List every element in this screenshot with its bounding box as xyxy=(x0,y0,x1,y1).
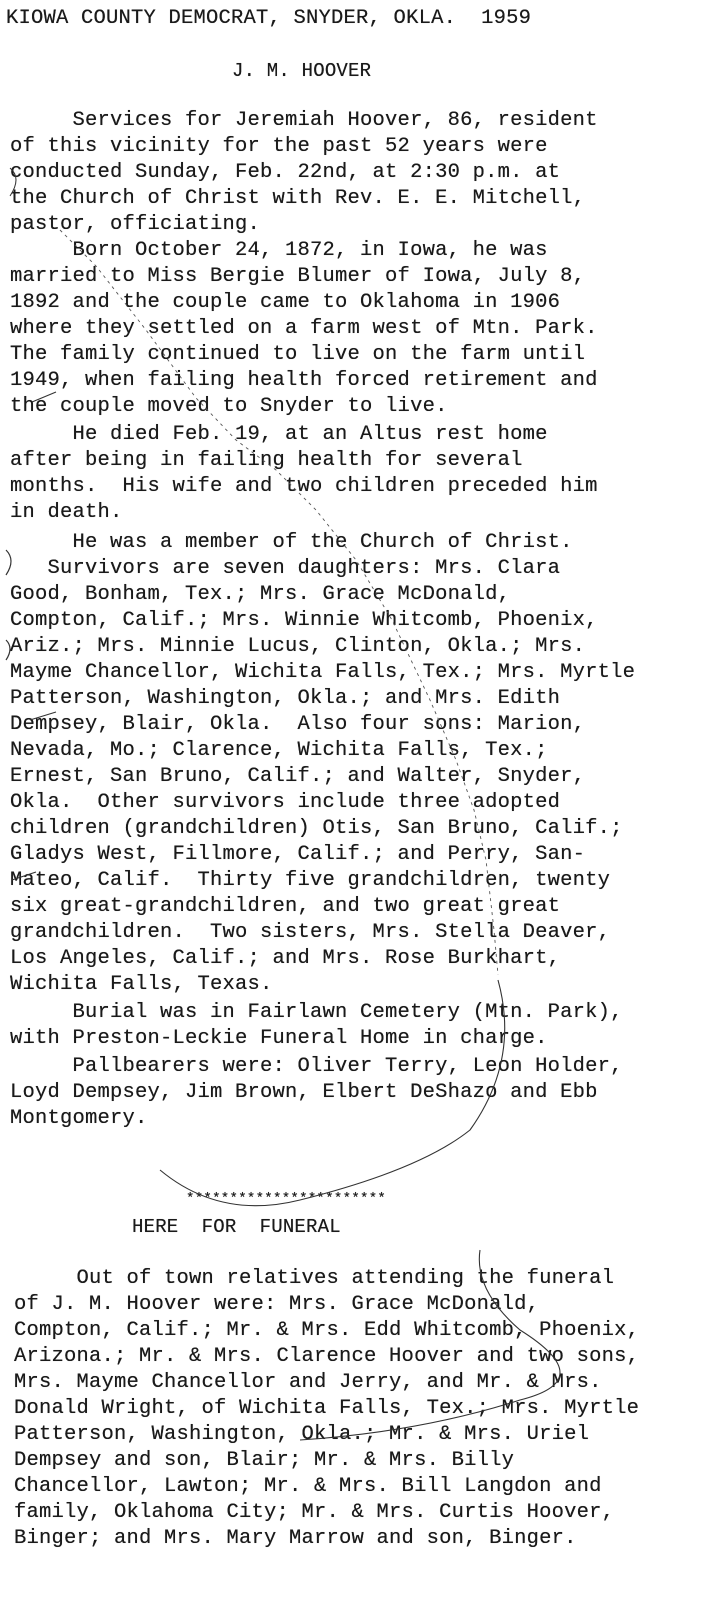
text-line: Mrs. Mayme Chancellor and Jerry, and Mr. & Mrs. xyxy=(14,1371,602,1394)
text-line: He died Feb. 19, at an Altus rest home xyxy=(10,423,548,446)
text-line: 1949, when failing health forced retirement and xyxy=(10,369,598,392)
text-line: months. His wife and two children preceded him xyxy=(10,475,598,498)
text-line: Chancellor, Lawton; Mr. & Mrs. Bill Langdon and xyxy=(14,1475,602,1498)
text-line: Services for Jeremiah Hoover, 86, resident xyxy=(10,109,598,132)
text-line: Wichita Falls, Texas. xyxy=(10,973,273,996)
text-line: He was a member of the Church of Christ. xyxy=(10,531,573,554)
text-line: the couple moved to Snyder to live. xyxy=(10,395,448,418)
text-line: Montgomery. xyxy=(10,1107,148,1130)
text-line: of this vicinity for the past 52 years were xyxy=(10,135,548,158)
obituary-title: J. M. HOOVER xyxy=(232,60,372,82)
text-line: Mayme Chancellor, Wichita Falls, Tex.; Mrs. Myrtle xyxy=(10,661,636,684)
text-line: Dempsey, Blair, Okla. Also four sons: Marion, xyxy=(10,713,586,736)
text-line: pastor, officiating. xyxy=(10,213,261,236)
text-line: in death. xyxy=(10,501,123,524)
text-line: Mateo, Calif. Thirty five grandchildren, twenty xyxy=(10,869,611,892)
masthead: KIOWA COUNTY DEMOCRAT, SNYDER, OKLA. 1959 xyxy=(6,7,532,30)
text-line: with Preston-Leckie Funeral Home in charge. xyxy=(10,1027,548,1050)
text-line: Ariz.; Mrs. Minnie Lucus, Clinton, Okla.; Mrs. xyxy=(10,635,586,658)
text-line: conducted Sunday, Feb. 22nd, at 2:30 p.m. at xyxy=(10,161,561,184)
text-line: grandchildren. Two sisters, Mrs. Stella Deaver, xyxy=(10,921,611,944)
text-line: where they settled on a farm west of Mtn. Park. xyxy=(10,317,598,340)
text-line: Nevada, Mo.; Clarence, Wichita Falls, Tex.; xyxy=(10,739,548,762)
text-line: Pallbearers were: Oliver Terry, Leon Holder, xyxy=(10,1055,623,1078)
text-line: Patterson, Washington, Okla.; and Mrs. Edith xyxy=(10,687,561,710)
section-divider: *********************** xyxy=(186,1191,387,1207)
text-line: Survivors are seven daughters: Mrs. Clara xyxy=(10,557,561,580)
text-line: Ernest, San Bruno, Calif.; and Walter, Snyder, xyxy=(10,765,586,788)
text-line: six great-grandchildren, and two great great xyxy=(10,895,561,918)
text-line: Good, Bonham, Tex.; Mrs. Grace McDonald, xyxy=(10,583,511,606)
text-line: Donald Wright, of Wichita Falls, Tex.; Mrs. Myrtle xyxy=(14,1397,640,1420)
text-line: Okla. Other survivors include three adopted xyxy=(10,791,561,814)
text-line: Compton, Calif.; Mr. & Mrs. Edd Whitcomb, Phoenix, xyxy=(14,1319,640,1342)
text-line: 1892 and the couple came to Oklahoma in 1906 xyxy=(10,291,561,314)
text-line: Los Angeles, Calif.; and Mrs. Rose Burkhart, xyxy=(10,947,561,970)
text-line: The family continued to live on the farm until xyxy=(10,343,586,366)
text-line: married to Miss Bergie Blumer of Iowa, July 8, xyxy=(10,265,586,288)
text-line: of J. M. Hoover were: Mrs. Grace McDonald, xyxy=(14,1293,540,1316)
text-line: Out of town relatives attending the funeral xyxy=(14,1267,615,1290)
text-line: Gladys West, Fillmore, Calif.; and Perry, San- xyxy=(10,843,586,866)
funeral-title: HERE FOR FUNERAL xyxy=(132,1216,341,1238)
text-line: children (grandchildren) Otis, San Bruno, Calif.; xyxy=(10,817,623,840)
text-line: the Church of Christ with Rev. E. E. Mitchell, xyxy=(10,187,586,210)
text-line: Loyd Dempsey, Jim Brown, Elbert DeShazo and Ebb xyxy=(10,1081,598,1104)
text-line: Burial was in Fairlawn Cemetery (Mtn. Park), xyxy=(10,1001,623,1024)
text-line: family, Oklahoma City; Mr. & Mrs. Curtis Hoover, xyxy=(14,1501,615,1524)
text-line: Patterson, Washington, Okla.; Mr. & Mrs. Uriel xyxy=(14,1423,590,1446)
text-line: Born October 24, 1872, in Iowa, he was xyxy=(10,239,548,262)
text-line: after being in failing health for several xyxy=(10,449,523,472)
text-line: Compton, Calif.; Mrs. Winnie Whitcomb, Phoenix, xyxy=(10,609,598,632)
text-line: Binger; and Mrs. Mary Marrow and son, Binger. xyxy=(14,1527,577,1550)
text-line: Dempsey and son, Blair; Mr. & Mrs. Billy xyxy=(14,1449,515,1472)
text-line: Arizona.; Mr. & Mrs. Clarence Hoover and two sons, xyxy=(14,1345,640,1368)
